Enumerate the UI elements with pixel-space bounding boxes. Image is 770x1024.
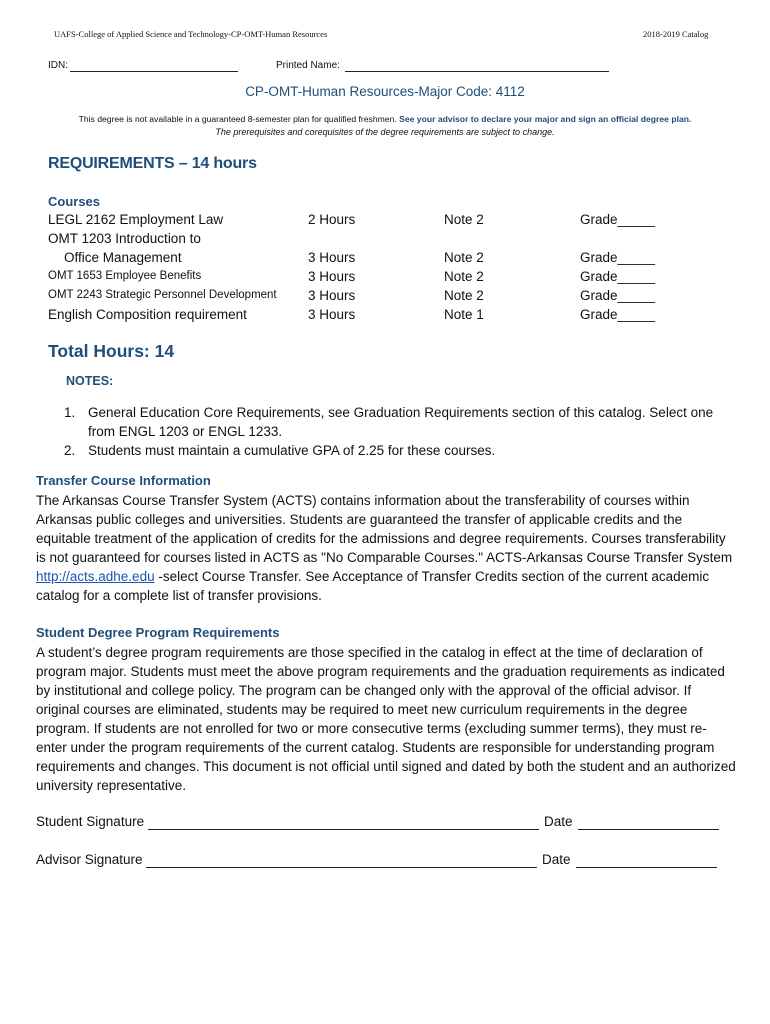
advisor-date-field[interactable]: [576, 867, 717, 868]
availability-plain: This degree is not available in a guaranteed 8-semester plan for qualified freshmen.: [78, 114, 400, 124]
course-hours: 3 Hours: [308, 288, 356, 303]
course-name: OMT 2243 Strategic Personnel Development: [48, 289, 277, 301]
student-date-label: Date: [544, 814, 573, 829]
header-right: 2018-2019 Catalog: [643, 29, 709, 39]
notes-list: [64, 403, 738, 460]
course-grade[interactable]: Grade_____: [580, 288, 656, 303]
idn-label: IDN:: [48, 60, 68, 71]
student-date-field[interactable]: [578, 829, 719, 830]
advisor-signature-field[interactable]: [146, 867, 537, 868]
note-text: General Education Core Requirements, see Graduation Requirements section of this catalog. Select one from ENGL 1203 or ENGL 1233.: [88, 405, 714, 439]
course-note: Note 2: [444, 288, 484, 303]
course-name: OMT 1653 Employee Benefits: [48, 270, 202, 282]
availability-emphasis: See your advisor to declare your major and sign an official degree plan.: [399, 114, 692, 124]
transfer-text-end: -select Course Transfer. See Acceptance of Transfer Credits section of the current academic catalog for a complete list of transfer provisions.: [36, 569, 710, 603]
student-signature-field[interactable]: [148, 829, 539, 830]
note-number: 1.: [64, 405, 76, 420]
note-text: Students must maintain a cumulative GPA of 2.25 for these courses.: [88, 443, 496, 458]
prereq-note: The prerequisites and corequisites of the degree requirements are subject to change.: [215, 127, 555, 137]
course-grade[interactable]: Grade_____: [580, 212, 656, 227]
list-item: [64, 403, 738, 441]
notes-heading: NOTES:: [66, 374, 114, 388]
course-note: Note 2: [444, 250, 484, 265]
requirements-heading: REQUIREMENTS – 14 hours: [48, 155, 257, 172]
course-hours: 2 Hours: [308, 212, 356, 227]
course-hours: 3 Hours: [308, 307, 356, 322]
course-hours: 3 Hours: [308, 269, 356, 284]
course-note: Note 2: [444, 269, 484, 284]
advisor-date-label: Date: [542, 852, 571, 867]
course-grade[interactable]: Grade_____: [580, 250, 656, 265]
student-degree-paragraph: A student’s degree program requirements are those specified in the catalog in effect at the time of declaration of program major. Students must meet the above program requirements and the graduation requirements as indicated by institutional and college policy. The program can be changed only with the approval of the official advisor. If original courses are eliminated, students may be required to meet new curriculum requirements in the degree program. If students are not enrolled for two or more consecutive terms (excluding summer terms), they must re-enter under the program requirements of the current catalog. Students are responsible for understanding program requirements and changes. This document is not official until signed and dated by both the student and an authorized university representative.: [36, 645, 736, 793]
availability-note: [0, 114, 770, 124]
advisor-signature-label: Advisor Signature: [36, 852, 143, 867]
page-title: CP-OMT-Human Resources-Major Code: 4112: [245, 84, 525, 99]
idn-field[interactable]: [70, 71, 238, 72]
transfer-heading: Transfer Course Information: [36, 473, 211, 488]
course-note: Note 1: [444, 307, 484, 322]
transfer-paragraph: [36, 491, 736, 605]
note-number: 2.: [64, 443, 76, 458]
course-name: LEGL 2162 Employment Law: [48, 212, 224, 227]
list-item: [64, 441, 738, 460]
course-name: English Composition requirement: [48, 307, 247, 322]
printed-name-field[interactable]: [345, 71, 609, 72]
total-hours: Total Hours: 14: [48, 341, 175, 361]
course-grade[interactable]: Grade_____: [580, 269, 656, 284]
header-left: UAFS-College of Applied Science and Technology-CP-OMT-Human Resources: [54, 29, 328, 39]
course-grade[interactable]: Grade_____: [580, 307, 656, 322]
transfer-text: The Arkansas Course Transfer System (ACTS) contains information about the transferability of courses within Arkansas public colleges and universities. Students are guaranteed the transfer of applicable credits and the equitable treatment of the application of credits for the admissions and degree requirements. Courses transferability is not guaranteed for courses listed in ACTS as "No Comparable Courses." ACTS-Arkansas Course Transfer System: [36, 493, 733, 565]
printed-name-label: Printed Name:: [276, 60, 340, 71]
course-note: Note 2: [444, 212, 484, 227]
student-signature-label: Student Signature: [36, 814, 145, 829]
course-name: OMT 1203 Introduction to: [48, 231, 201, 246]
courses-heading: Courses: [48, 194, 101, 209]
student-degree-heading: Student Degree Program Requirements: [36, 625, 280, 640]
course-name-continued: Office Management: [64, 250, 182, 265]
course-hours: 3 Hours: [308, 250, 356, 265]
acts-link[interactable]: http://acts.adhe.edu: [36, 569, 155, 584]
